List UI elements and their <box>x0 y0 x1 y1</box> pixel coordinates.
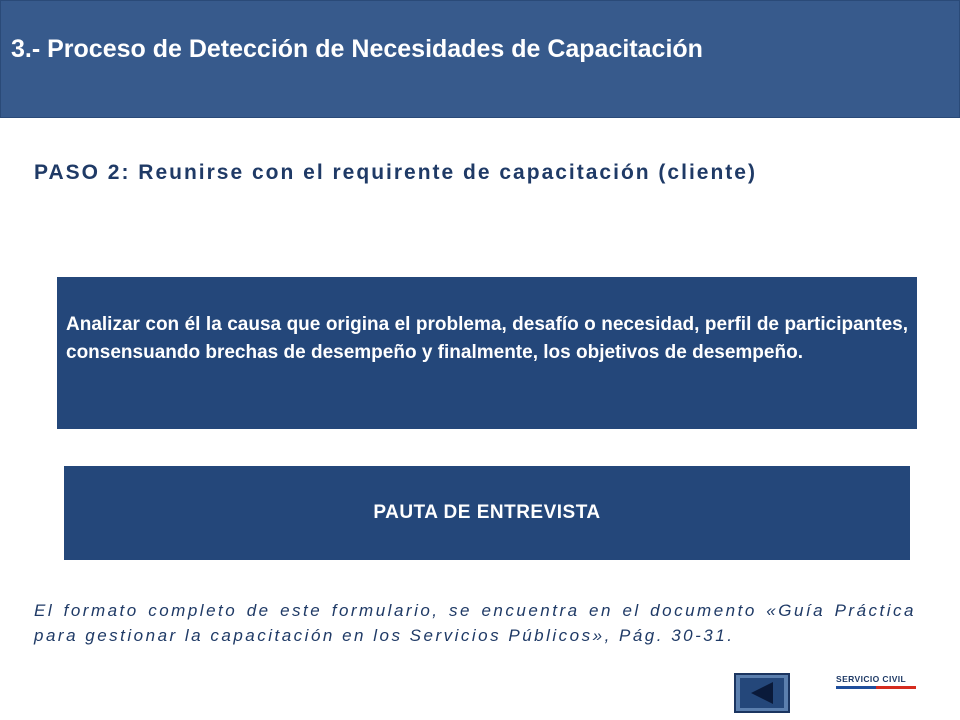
triangle-left-icon <box>749 680 775 706</box>
back-button[interactable] <box>734 673 790 713</box>
step-heading: PASO 2: Reunirse con el requirente de capacitación (cliente) <box>34 161 757 184</box>
title-bar <box>0 0 960 118</box>
interview-guide-button[interactable] <box>64 466 910 560</box>
footnote: El formato completo de este formulario, se encuentra en el documento «Guía Práctica para gestionar la capacitación en los Servicios Públicos», Pág. 30-31. <box>34 601 916 645</box>
interview-guide-label: PAUTA DE ENTREVISTA <box>373 502 601 523</box>
logo-flag-bar <box>836 686 916 689</box>
servicio-civil-logo <box>836 674 922 698</box>
description-panel <box>57 277 917 429</box>
page-title: 3.- Proceso de Detección de Necesidades de Capacitación <box>11 35 703 63</box>
description-text: Analizar con él la causa que origina el problema, desafío o necesidad, perfil de participantes, consensuando brechas de desempeño y finalmente, los objetivos de desempeño. <box>66 314 908 363</box>
back-button-face <box>740 678 784 708</box>
logo-text: SERVICIO CIVIL <box>836 674 907 684</box>
